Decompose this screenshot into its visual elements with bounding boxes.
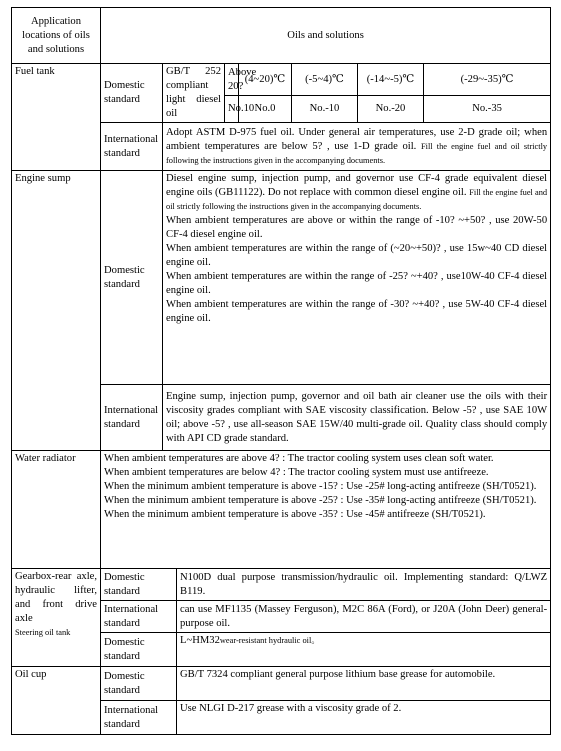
header-row: [12, 8, 551, 64]
water-radiator-location: Water radiator: [12, 451, 101, 569]
fuel-temp-2: (4~20)℃: [239, 64, 292, 96]
engine-p2: When ambient temperatures are above or within the range of -10? ~+50? , use 20W-50 CF-4 diesel engine oil.: [166, 215, 548, 240]
oilcup-intl-label: International standard: [101, 701, 177, 735]
engine-row-domestic: [12, 171, 551, 385]
gearbox-intl-text: can use MF1135 (Massey Ferguson), M2C 86A (Ford), or J20A (John Deer) general-purpose oil.: [177, 601, 551, 633]
gearbox-row-domestic: [12, 569, 551, 601]
gearbox-domestic2-label: Domestic standard: [101, 633, 177, 667]
gearbox-domestic-text: N100D dual purpose transmission/hydraulic oil. Implementing standard: Q/LWZ B119.: [177, 569, 551, 601]
fuel-temp-1: Above 20?: [225, 64, 239, 96]
engine-intl-label: International standard: [101, 385, 163, 451]
fuel-intl-label: International standard: [101, 123, 163, 171]
engine-p1: Diesel engine sump, injection pump, and governor use CF-4 grade equivalent diesel engine oils (GB11122). Do not replace with common diesel engine oil.: [166, 173, 548, 198]
oilcup-domestic-label: Domestic standard: [101, 667, 177, 701]
fuel-tank-location: Fuel tank: [12, 64, 101, 171]
fuel-intl-cell: [163, 123, 551, 171]
engine-domestic-label: Domestic standard: [101, 171, 163, 385]
header-location: Application locations of oils and solutions: [12, 8, 101, 64]
engine-p4: When ambient temperatures are within the range of -25? ~+40? , use10W-40 CF-4 diesel engine oil.: [166, 271, 548, 296]
gearbox-location-cell: [12, 569, 101, 667]
fuel-grade-2: No.0: [239, 96, 292, 123]
engine-p3: When ambient temperatures are within the range of (~20~+50)? , use 15w~40 CD diesel engine oil.: [166, 243, 548, 268]
fuel-grade-5: No.-35: [424, 96, 551, 123]
radiator-line-4: When the minimum ambient temperature is above -25? : Use -35# long-acting antifreeze (SH/T0521).: [104, 495, 537, 506]
engine-sump-location: Engine sump: [12, 171, 101, 451]
steering-oil-main: L~HM32: [180, 635, 220, 646]
radiator-line-5: When the minimum ambient temperature is above -35? : Use -45# antifreeze (SH/T0521).: [104, 509, 486, 520]
gearbox-domestic-label: Domestic standard: [101, 569, 177, 601]
header-oils: Oils and solutions: [101, 8, 551, 64]
gearbox-location-note: Steering oil tank: [15, 628, 71, 637]
fuel-temp-3: (-5~4)℃: [292, 64, 358, 96]
fuel-grade-3: No.-10: [292, 96, 358, 123]
fuel-temp-5: (-29~-35)℃: [424, 64, 551, 96]
radiator-line-2: When ambient temperatures are below 4? : The tractor cooling system must use antifreeze.: [104, 467, 489, 478]
fuel-domestic-label: Domestic standard: [101, 64, 163, 123]
oil-cup-location: Oil cup: [12, 667, 101, 735]
oils-table: [11, 7, 551, 735]
radiator-line-3: When the minimum ambient temperature is above -15? : Use -25# long-acting antifreeze (SH/T0521).: [104, 481, 537, 492]
fuel-gb-label: GB/T 252 compliant light diesel oil: [163, 64, 225, 123]
engine-p1-note: Fill the engine fuel and oil strictly following the instructions given in the accompanying documents.: [166, 188, 548, 211]
engine-domestic-cell: [163, 171, 551, 385]
fuel-grade-1: No.10: [225, 96, 239, 123]
radiator-cell: [101, 451, 551, 569]
fuel-temp-4: (-14~-5)℃: [358, 64, 424, 96]
oilcup-row-domestic: [12, 667, 551, 701]
radiator-line-1: When ambient temperatures are above 4? : The tractor cooling system uses clean soft water.: [104, 453, 494, 464]
fuel-grade-4: No.-20: [358, 96, 424, 123]
fuel-row-temps: [12, 64, 551, 96]
gearbox-location: Gearbox-rear axle, hydraulic lifter, and front drive axle: [15, 571, 97, 624]
gearbox-intl-label: International standard: [101, 601, 177, 633]
engine-intl-text: Engine sump, injection pump, governor and oil bath air cleaner use the oils with their viscosity grades compliant with SAE viscosity classification. Below -5? , use SAE 10W oil; above -5? , use all-season SAE 15W/40 multi-grade oil. Quality class should comply with API CD grade standard.: [163, 385, 551, 451]
oilcup-intl-text: Use NLGI D-217 grease with a viscosity grade of 2.: [177, 701, 551, 735]
steering-oil-cell: [177, 633, 551, 667]
fuel-intl-text: Adopt ASTM D-975 fuel oil. Under general air temperatures, use 2-D grade oil; when ambient temperatures are below 5? , use 1-D grade oil.: [166, 126, 548, 152]
engine-p5: When ambient temperatures are within the range of -30? ~+40? , use 5W-40 CF-4 diesel engine oil.: [166, 299, 548, 324]
steering-oil-note: wear-resistant hydraulic oil。: [219, 636, 320, 645]
radiator-row: [12, 451, 551, 569]
oilcup-domestic-text: GB/T 7324 compliant general purpose lithium base grease for automobile.: [177, 667, 551, 701]
fuel-intl-note: Fill the engine fuel and oil strictly following the instructions given in the accompanying documents.: [166, 141, 548, 165]
